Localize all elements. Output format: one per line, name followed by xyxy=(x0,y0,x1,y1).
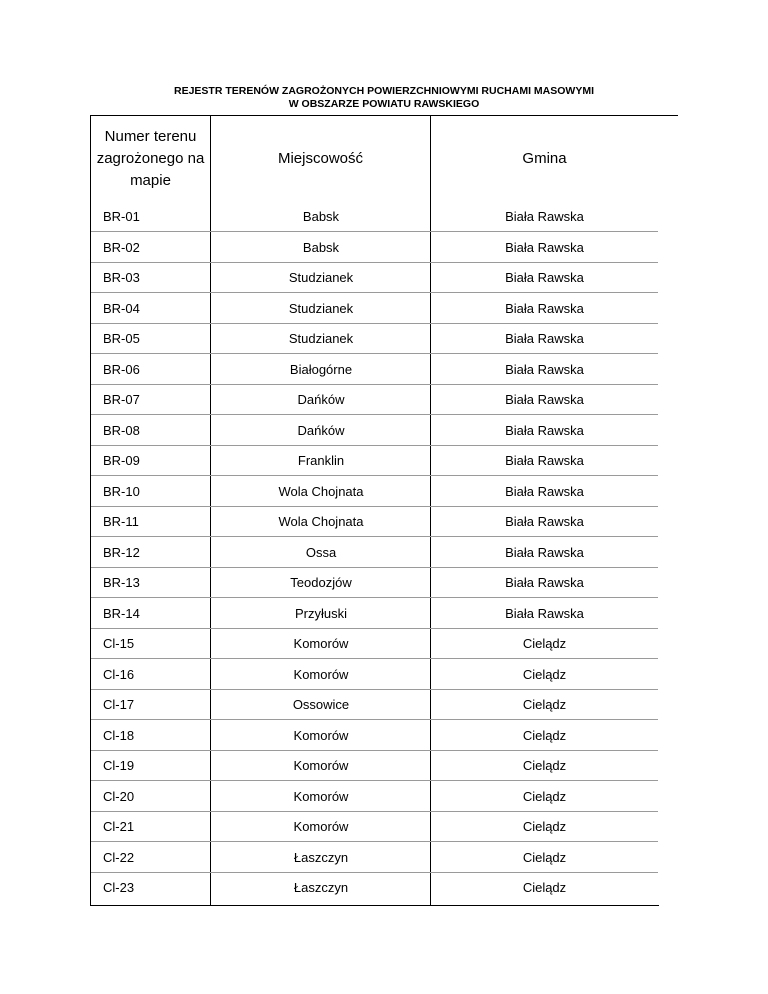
cell-gmina: Biała Rawska xyxy=(505,239,584,255)
cell-miejscowosc: Babsk xyxy=(302,209,340,224)
cell-miejscowosc: Babsk xyxy=(302,239,340,255)
cell-numer: Cl-21 xyxy=(103,819,135,834)
table-row xyxy=(91,233,658,263)
cell-gmina: Biała Rawska xyxy=(505,361,584,377)
cell-gmina: Cielądz xyxy=(522,849,567,865)
cell-miejscowosc: Komorów xyxy=(293,819,349,834)
cell-numer: Cl-17 xyxy=(103,697,135,712)
cell-gmina: Cielądz xyxy=(522,819,567,834)
cell-miejscowosc: Łaszczyn xyxy=(293,849,349,865)
cell-miejscowosc: Studzianek xyxy=(288,331,354,346)
cell-gmina: Biała Rawska xyxy=(505,483,584,499)
table-row xyxy=(91,446,658,476)
cell-numer: Cl-19 xyxy=(103,758,135,773)
table-row xyxy=(91,416,658,446)
header-miejscowosc-label: Miejscowość xyxy=(277,150,364,167)
header-numer-terenu xyxy=(91,116,210,202)
cell-numer: BR-12 xyxy=(103,544,140,560)
cell-miejscowosc: Komorów xyxy=(293,727,349,743)
cell-numer: Cl-18 xyxy=(103,727,135,743)
cell-miejscowosc: Ossowice xyxy=(292,697,350,712)
table-row xyxy=(91,751,658,781)
cell-miejscowosc: Przyłuski xyxy=(294,605,347,621)
table-row xyxy=(91,355,658,385)
table-row xyxy=(91,538,658,568)
cell-gmina: Cielądz xyxy=(522,758,567,773)
table-row xyxy=(91,660,658,690)
cell-miejscowosc: Dańków xyxy=(297,422,345,438)
cell-gmina: Biała Rawska xyxy=(505,392,584,407)
cell-gmina: Cielądz xyxy=(522,636,567,651)
table-row xyxy=(91,324,658,354)
cell-numer: BR-07 xyxy=(103,392,140,407)
cell-miejscowosc: Wola Chojnata xyxy=(278,514,364,529)
cell-gmina: Biała Rawska xyxy=(505,331,584,346)
table-row xyxy=(91,202,658,232)
cell-gmina: Biała Rawska xyxy=(505,209,584,224)
cell-gmina: Biała Rawska xyxy=(505,514,584,529)
cell-numer: BR-01 xyxy=(103,209,140,224)
cell-miejscowosc: Ossa xyxy=(305,544,337,560)
cell-gmina: Cielądz xyxy=(522,788,567,804)
header-numer-label: Numer terenu zagrożonego na mapie xyxy=(96,128,205,189)
table-row xyxy=(91,263,658,293)
cell-miejscowosc: Wola Chojnata xyxy=(278,483,364,499)
document-title-line-1: REJESTR TERENÓW ZAGROŻONYCH POWIERZCHNIOWYMI RUCHAMI MASOWYMI xyxy=(174,85,594,97)
table-row xyxy=(91,294,658,324)
header-gmina-label: Gmina xyxy=(522,150,567,167)
cell-miejscowosc: Dańków xyxy=(297,392,345,407)
cell-gmina: Cielądz xyxy=(522,880,567,895)
document-title-line-2: W OBSZARZE POWIATU RAWSKIEGO xyxy=(288,98,480,110)
cell-numer: BR-04 xyxy=(103,300,140,316)
cell-numer: BR-05 xyxy=(103,331,140,346)
table-row xyxy=(91,477,658,507)
table-row xyxy=(91,690,658,720)
cell-gmina: Biała Rawska xyxy=(505,422,584,438)
cell-numer: BR-08 xyxy=(103,422,140,438)
cell-gmina: Biała Rawska xyxy=(505,453,584,468)
cell-numer: Cl-15 xyxy=(103,636,135,651)
cell-miejscowosc: Studzianek xyxy=(288,300,354,316)
cell-numer: BR-10 xyxy=(103,483,140,499)
cell-numer: Cl-16 xyxy=(103,666,135,682)
register-table xyxy=(90,116,659,906)
cell-miejscowosc: Komorów xyxy=(293,788,349,804)
cell-miejscowosc: Komorów xyxy=(293,666,349,682)
cell-numer: BR-11 xyxy=(103,514,139,529)
cell-miejscowosc: Łaszczyn xyxy=(293,880,349,895)
cell-numer: BR-14 xyxy=(103,605,140,621)
cell-gmina: Biała Rawska xyxy=(505,270,584,285)
table-row xyxy=(91,599,658,629)
table-row xyxy=(91,843,658,873)
cell-gmina: Biała Rawska xyxy=(505,300,584,316)
cell-miejscowosc: Komorów xyxy=(293,636,349,651)
table-row xyxy=(91,629,658,659)
table-row xyxy=(91,721,658,751)
document-title xyxy=(0,85,768,111)
cell-numer: BR-09 xyxy=(103,453,140,468)
cell-miejscowosc: Komorów xyxy=(293,758,349,773)
cell-numer: BR-13 xyxy=(103,575,140,590)
cell-gmina: Cielądz xyxy=(522,666,567,682)
cell-numer: BR-02 xyxy=(103,239,140,255)
cell-gmina: Cielądz xyxy=(522,727,567,743)
cell-numer: Cl-23 xyxy=(103,880,135,895)
header-gmina xyxy=(431,116,658,202)
header-miejscowosc xyxy=(211,116,430,202)
table-row xyxy=(91,385,658,415)
cell-gmina: Biała Rawska xyxy=(505,575,584,590)
table-row xyxy=(91,507,658,537)
cell-numer: Cl-22 xyxy=(103,849,135,865)
table-row xyxy=(91,812,658,842)
table-row xyxy=(91,568,658,598)
cell-gmina: Biała Rawska xyxy=(505,544,584,560)
cell-gmina: Biała Rawska xyxy=(505,605,584,621)
cell-gmina: Cielądz xyxy=(522,697,567,712)
cell-numer: BR-06 xyxy=(103,361,140,377)
table-row xyxy=(91,873,658,903)
table-row xyxy=(91,782,658,812)
cell-miejscowosc: Franklin xyxy=(297,453,345,468)
cell-miejscowosc: Teodozjów xyxy=(290,575,352,590)
cell-miejscowosc: Białogórne xyxy=(289,361,353,377)
cell-numer: Cl-20 xyxy=(103,788,135,804)
cell-miejscowosc: Studzianek xyxy=(288,270,354,285)
cell-numer: BR-03 xyxy=(103,270,140,285)
